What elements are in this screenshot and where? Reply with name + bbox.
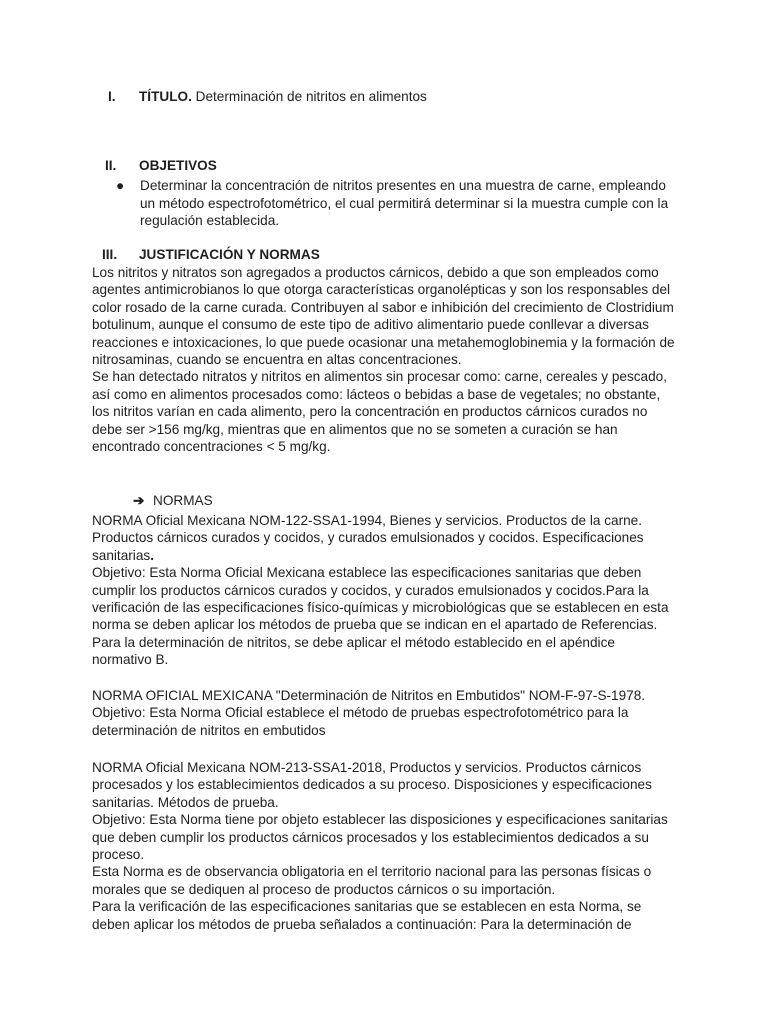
norma-title <box>92 512 676 564</box>
norma-title-end: . <box>150 547 154 563</box>
norma-objetivo: Objetivo: Esta Norma tiene por objeto establecer las disposiciones y especificaciones sanitarias que deben cumplir los productos cárnicos procesados y los establecimientos dedicados a su proceso. <box>92 812 668 863</box>
norma-title-text: NORMA Oficial Mexicana NOM-122-SSA1-1994, Bienes y servicios. Productos de la carne. Productos cárnicos curados y cocidos, y curados emulsionados y cocidos. Especificaciones sanitarias <box>92 513 644 563</box>
norma-2-block <box>92 687 676 739</box>
section-label: TÍTULO. <box>139 89 192 104</box>
norma-1-block <box>92 512 676 669</box>
norma-observancia: Esta Norma es de observancia obligatoria en el territorio nacional para las personas físicas o morales que se dediquen al proceso de productos cárnicos o su importación. <box>92 864 652 897</box>
norma-title: NORMA OFICIAL MEXICANA "Determinación de Nitritos en Embutidos" NOM-F-97-S-1978. <box>92 688 646 703</box>
list-item <box>116 177 676 230</box>
norma-3-block <box>92 759 676 933</box>
normas-subheading <box>133 492 213 509</box>
paragraph: Los nitritos y nitratos son agregados a productos cárnicos, debido a que son empleados como agentes antimicrobianos lo que otorga características organolépticas y son los responsables del color rosado de la carne curada. Contribuyen al sabor e inhibición del crecimiento de Clostridium botulinum, aunque el consumo de este tipo de aditivo alimentario puede conllevar a diversas reacciones e intoxicaciones, lo que puede ocasionar una metahemoglobinemia y la formación de nitrosaminas, cuando se encuentra en altas concentraciones. <box>92 265 675 368</box>
arrow-right-icon: ➔ <box>133 493 145 508</box>
justificacion-body <box>92 264 676 455</box>
section-numeral: I. <box>108 89 116 104</box>
section-numeral: II. <box>105 158 117 173</box>
section-label: OBJETIVOS <box>139 158 217 173</box>
norma-objetivo: Objetivo: Esta Norma Oficial Mexicana establece las especificaciones sanitarias que deben cumplir los productos cárnicos curados y cocidos, y curados emulsionados y cocidos.Para la verificación de las especificaciones físico-químicas y microbiológicas que se establecen en esta norma se deben aplicar los métodos de prueba que se indican en el apartado de Referencias. Para la determinación de nitritos, se debe aplicar el método establecido en el apéndice normativo B. <box>92 565 669 668</box>
norma-objetivo: Objetivo: Esta Norma Oficial establece el método de pruebas espectrofotométrico para la determinación de nitritos en embutidos <box>92 705 629 738</box>
document-title: Determinación de nitritos en alimentos <box>191 89 427 104</box>
objetivos-list <box>116 177 676 230</box>
section-label: JUSTIFICACIÓN Y NORMAS <box>139 247 320 262</box>
paragraph: Se han detectado nitratos y nitritos en alimentos sin procesar como: carne, cereales y pescado, así como en alimentos procesados como: lácteos o bebidas a base de vegetales; no obstante, los nitritos varían en cada alimento, pero la concentración en productos cárnicos curados no debe ser >156 mg/kg, mientras que en alimentos que no se someten a curación se han encontrado concentraciones < 5 mg/kg. <box>92 369 668 455</box>
bullet-icon: ● <box>116 178 125 193</box>
norma-verificacion: Para la verificación de las especificaciones sanitarias que se establecen en esta Norma, se deben aplicar los métodos de prueba señalados a continuación: Para la determinación de <box>92 899 642 932</box>
section-title-text <box>139 88 427 105</box>
normas-label: NORMAS <box>153 493 213 508</box>
norma-title: NORMA Oficial Mexicana NOM-213-SSA1-2018, Productos y servicios. Productos cárnicos procesados y los establecimientos dedicados a su proceso. Disposiciones y especificaciones sanitarias. Métodos de prueba. <box>92 760 652 810</box>
list-item-text: Determinar la concentración de nitritos presentes en una muestra de carne, empleando un método espectrofotométrico, el cual permitirá determinar si la muestra cumple con la regulación establecida. <box>140 178 669 228</box>
section-numeral: III. <box>102 247 118 262</box>
